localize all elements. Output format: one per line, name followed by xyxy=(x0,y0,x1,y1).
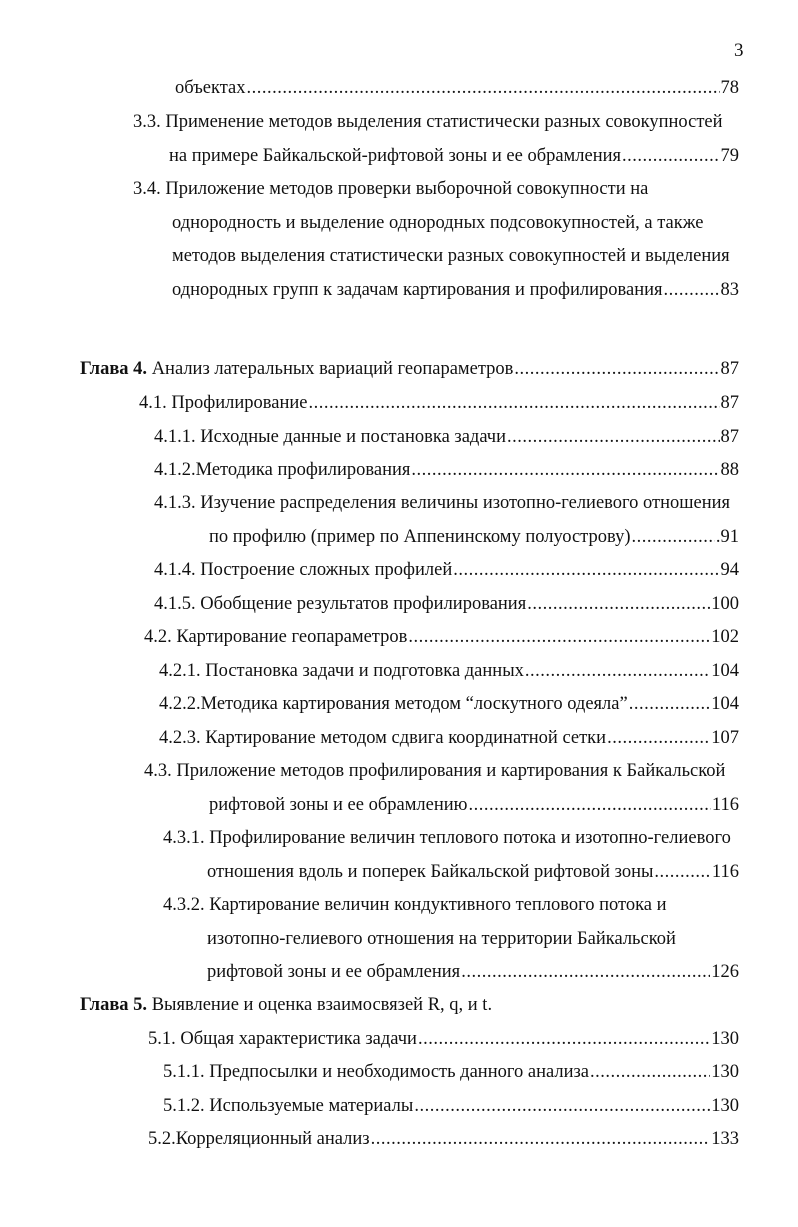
toc-page-number: 130 xyxy=(711,1096,739,1116)
toc-leader-dots xyxy=(371,1127,711,1151)
toc-page-number: 116 xyxy=(711,795,739,815)
toc-leader-dots xyxy=(408,625,710,649)
toc-entry-text: Анализ латеральных вариаций геопараметров xyxy=(147,359,514,379)
toc-entry xyxy=(133,110,723,134)
toc-entry xyxy=(139,391,739,415)
toc-leader-dots xyxy=(507,425,719,449)
toc-entry xyxy=(159,692,739,716)
toc-entry-text: 4.1.2.Методика профилирования xyxy=(154,460,411,480)
toc-entry-text: объектах xyxy=(175,78,246,98)
toc-entry-text: однородных групп к задачам картирования и профилирования xyxy=(172,280,663,300)
toc-leader-dots xyxy=(525,659,710,683)
toc-leader-dots xyxy=(514,357,719,381)
toc-entry-text: 4.1.5. Обобщение результатов профилирования xyxy=(154,594,527,614)
toc-entry xyxy=(154,592,739,616)
toc-page-number: 78 xyxy=(720,78,739,98)
toc-leader-dots xyxy=(629,692,711,716)
toc-leader-dots xyxy=(461,960,710,984)
toc-entry xyxy=(133,177,648,201)
toc-chapter-4 xyxy=(80,357,739,381)
chapter-label: Глава 4. xyxy=(80,359,148,379)
toc-entry-text: на примере Байкальской-рифтовой зоны и ее обрамления xyxy=(169,146,622,166)
toc-entry xyxy=(163,893,667,917)
toc-entry-text: 4.1.4. Построение сложных профилей xyxy=(154,560,453,580)
toc-entry xyxy=(172,278,739,302)
toc-entry-text: 4.2.3. Картирование методом сдвига координатной сетки xyxy=(159,728,607,748)
toc-page-number: 87 xyxy=(720,359,739,379)
toc-page-number: 87 xyxy=(720,393,739,413)
toc-entry xyxy=(169,144,739,168)
toc-entry xyxy=(163,826,731,850)
toc-entry xyxy=(148,1127,739,1151)
toc-entry-text: отношения вдоль и поперек Байкальской рифтовой зоны xyxy=(207,862,654,882)
toc-entry-text: 5.1. Общая характеристика задачи xyxy=(148,1029,417,1049)
toc-leader-dots xyxy=(418,1027,710,1051)
toc-page-number: 130 xyxy=(711,1062,739,1082)
toc-entry xyxy=(207,960,739,984)
toc-entry-text: 4.1.1. Исходные данные и постановка задачи xyxy=(154,427,507,447)
toc-entry xyxy=(172,211,703,235)
toc-entry-text: по профилю (пример по Аппенинскому полуострову) xyxy=(209,527,631,547)
toc-leader-dots xyxy=(590,1060,710,1084)
toc-entry xyxy=(159,726,739,750)
toc-entry xyxy=(154,425,739,449)
toc-entry xyxy=(207,860,739,884)
toc-leader-dots xyxy=(308,391,719,415)
toc-entry xyxy=(175,76,739,100)
toc-page-number: 83 xyxy=(720,280,739,300)
toc-entry-text: 5.2.Корреляционный анализ xyxy=(148,1129,370,1149)
toc-leader-dots xyxy=(247,76,720,100)
toc-page-number: 107 xyxy=(711,728,739,748)
toc-chapter-5 xyxy=(80,993,492,1017)
page-number: 3 xyxy=(734,40,744,61)
toc-entry xyxy=(159,659,739,683)
toc-entry-text: 4.1.3. Изучение распределения величины изотопно-гелиевого отношения xyxy=(154,493,731,513)
toc-entry xyxy=(207,927,676,951)
toc-entry xyxy=(148,1027,739,1051)
toc-leader-dots xyxy=(411,458,719,482)
toc-leader-dots xyxy=(622,144,719,168)
toc-entry-text: однородность и выделение однородных подсовокупностей, а также xyxy=(172,213,704,233)
toc-leader-dots xyxy=(469,793,711,817)
toc-entry-text: рифтовой зоны и ее обрамлению xyxy=(209,795,468,815)
toc-entry-text: Выявление и оценка взаимосвязей R, q, и t. xyxy=(147,995,493,1015)
toc-entry xyxy=(172,244,730,268)
toc-entry-text: 5.1.2. Используемые материалы xyxy=(163,1096,414,1116)
toc-entry-text: 4.2.2.Методика картирования методом “лоскутного одеяла” xyxy=(159,694,628,714)
toc-entry xyxy=(154,558,739,582)
toc-page-number: 87 xyxy=(720,427,739,447)
toc-entry-text: рифтовой зоны и ее обрамления xyxy=(207,962,461,982)
toc-page-number: 100 xyxy=(711,594,739,614)
toc-leader-dots xyxy=(527,592,710,616)
toc-page-number: 116 xyxy=(711,862,739,882)
toc-leader-dots xyxy=(664,278,720,302)
toc-entry-text: 4.3. Приложение методов профилирования и картирования к Байкальской xyxy=(144,761,726,781)
toc-entry-text: 4.2.1. Постановка задачи и подготовка данных xyxy=(159,661,524,681)
toc-page-number: 88 xyxy=(720,460,739,480)
toc-page-number: 102 xyxy=(711,627,739,647)
toc-entry xyxy=(209,793,739,817)
toc-leader-dots xyxy=(414,1094,710,1118)
toc-leader-dots xyxy=(632,525,715,549)
toc-entry-text: 4.3.1. Профилирование величин теплового потока и изотопно-гелиевого xyxy=(163,828,731,848)
toc-page-number: 130 xyxy=(711,1029,739,1049)
toc-entry-text: 4.1. Профилирование xyxy=(139,393,308,413)
toc-page-number: 104 xyxy=(711,694,739,714)
toc-entry-text: изотопно-гелиевого отношения на территории Байкальской xyxy=(207,929,676,949)
toc-leader-dots xyxy=(654,860,711,884)
toc-entry-text: 4.2. Картирование геопараметров xyxy=(144,627,408,647)
toc-entry-text: 4.3.2. Картирование величин кондуктивного теплового потока и xyxy=(163,895,667,915)
toc-entry xyxy=(154,491,730,515)
toc-page-number: 133 xyxy=(711,1129,739,1149)
toc-page-number: 79 xyxy=(720,146,739,166)
toc-entry xyxy=(163,1060,739,1084)
toc-entry xyxy=(144,759,725,783)
toc-page-number: 94 xyxy=(720,560,739,580)
toc-entry-text: методов выделения статистически разных совокупностей и выделения xyxy=(172,246,730,266)
toc-entry xyxy=(154,458,739,482)
toc-page-number: .91 xyxy=(715,527,739,547)
toc-entry-text: 5.1.1. Предпосылки и необходимость данного анализа xyxy=(163,1062,589,1082)
toc-page-number: 104 xyxy=(711,661,739,681)
toc-leader-dots xyxy=(453,558,719,582)
toc-page-number: 126 xyxy=(711,962,739,982)
toc-leader-dots xyxy=(607,726,710,750)
chapter-label: Глава 5. xyxy=(80,995,148,1015)
toc-entry xyxy=(209,525,739,549)
toc-entry-text: 3.4. Приложение методов проверки выборочной совокупности на xyxy=(133,179,649,199)
toc-entry xyxy=(144,625,739,649)
toc-entry xyxy=(163,1094,739,1118)
toc-entry-text: 3.3. Применение методов выделения статистически разных совокупностей xyxy=(133,112,723,132)
